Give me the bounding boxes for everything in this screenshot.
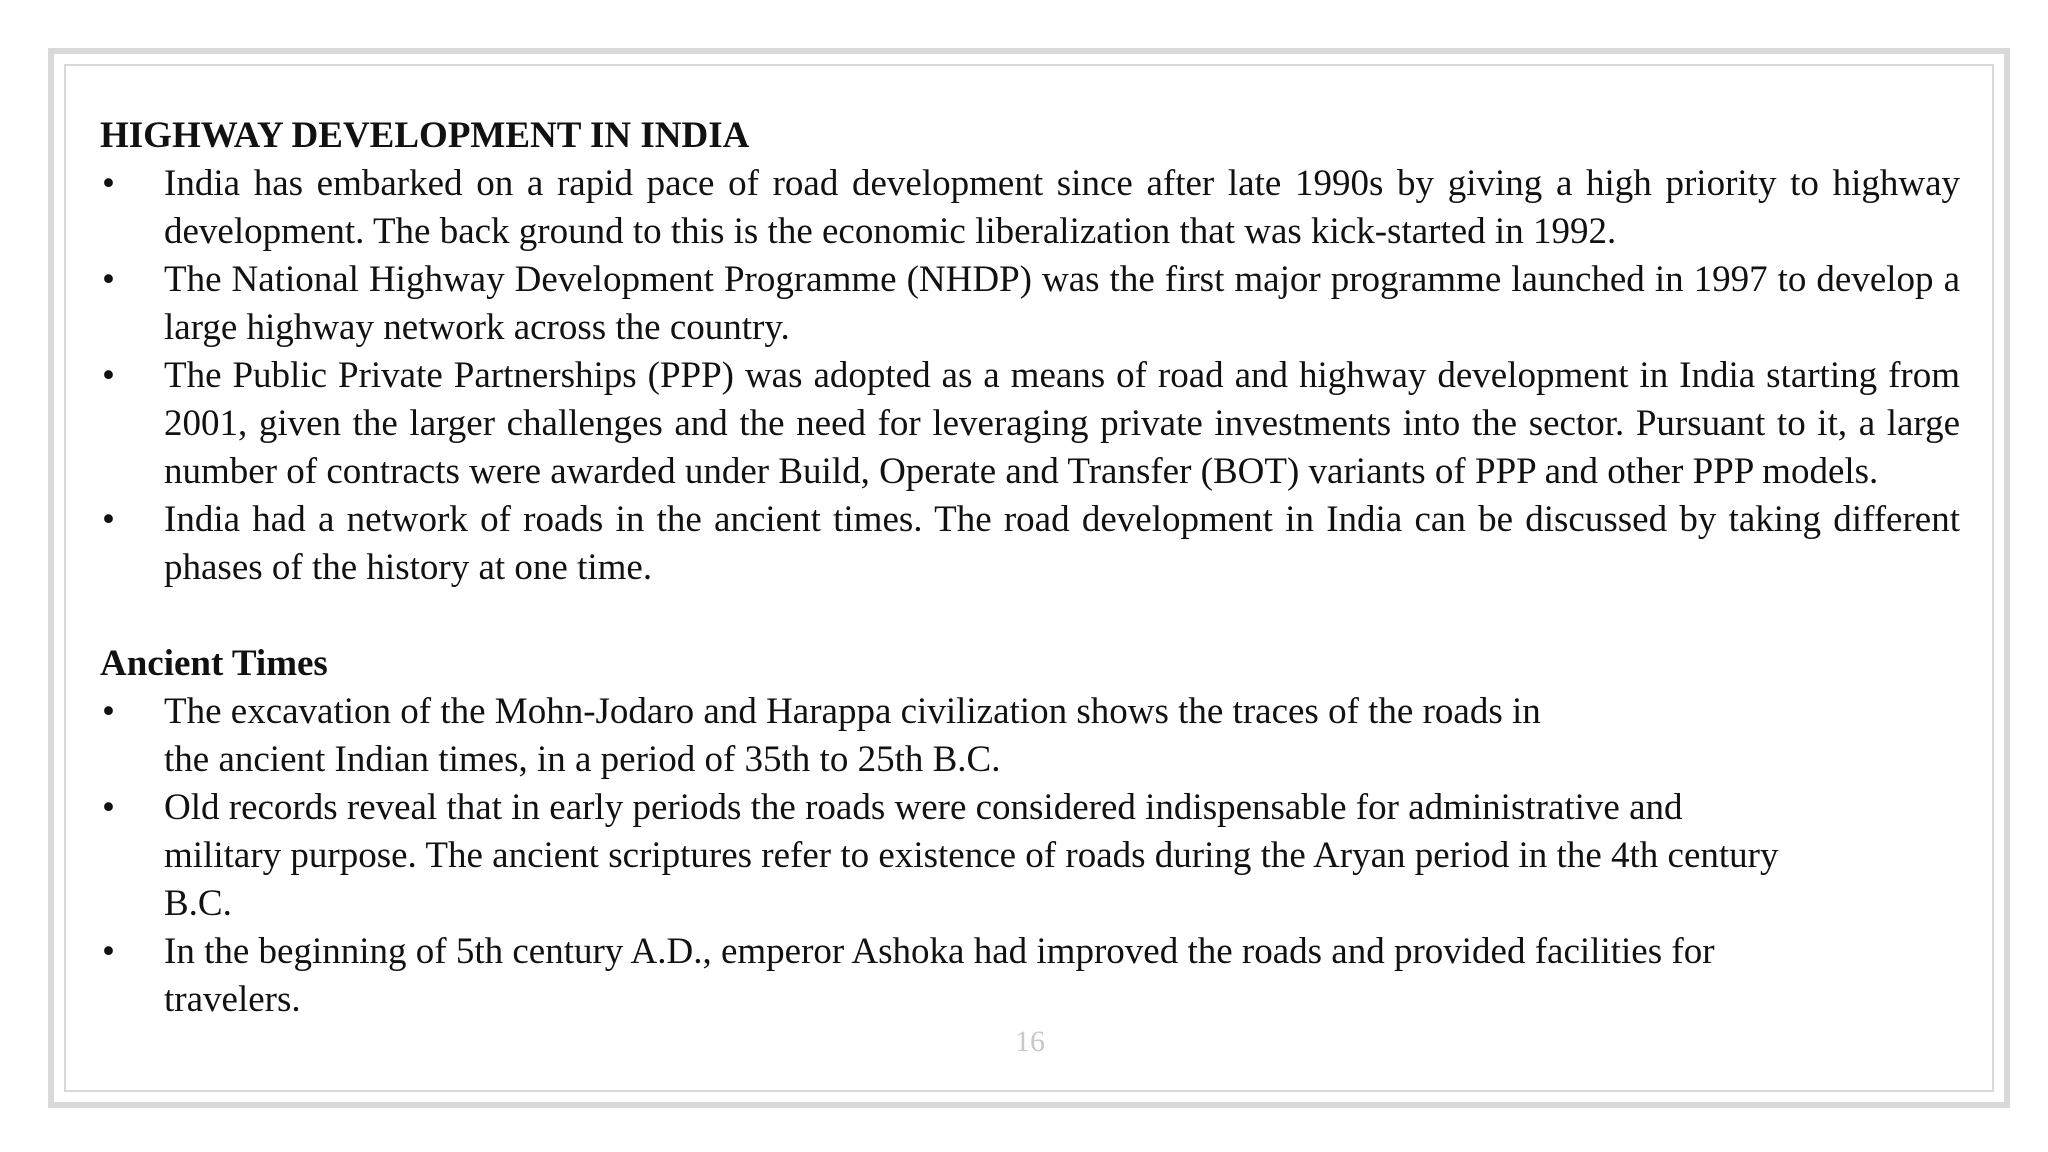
list-item xyxy=(100,928,1960,1024)
bullet-icon: • xyxy=(102,787,115,828)
list-item xyxy=(100,352,1960,496)
list-item-line: B.C. xyxy=(164,883,232,924)
list-item-text: India had a network of roads in the ancient times. The road development in India can be discussed by taking different phases of the history at one time. xyxy=(164,499,1960,588)
bullet-icon: • xyxy=(102,259,115,300)
list-item-line: travelers. xyxy=(164,979,301,1020)
section-heading-ancient-times: Ancient Times xyxy=(100,643,328,684)
list-item-line: Old records reveal that in early periods the roads were considered indispensable for administrative and xyxy=(164,787,1683,828)
section-spacer xyxy=(100,592,1960,640)
bullet-icon: • xyxy=(102,163,115,204)
bullet-icon: • xyxy=(102,931,115,972)
list-item-text: India has embarked on a rapid pace of road development since after late 1990s by giving a high priority to highway development. The back ground to this is the economic liberalization that was kick-started in 1992. xyxy=(164,163,1960,252)
list-item xyxy=(100,256,1960,352)
list-item xyxy=(100,688,1960,784)
slide-content xyxy=(100,112,1960,1024)
list-item-line: In the beginning of 5th century A.D., emperor Ashoka had improved the roads and provided facilities for xyxy=(164,931,1715,972)
list-item xyxy=(100,160,1960,256)
page-number: 16 xyxy=(1015,1025,1045,1058)
list-item-text: The National Highway Development Programme (NHDP) was the first major programme launched in 1997 to develop a large highway network across the country. xyxy=(164,259,1960,348)
list-item xyxy=(100,784,1960,928)
bullet-icon: • xyxy=(102,355,115,396)
ancient-times-list xyxy=(100,688,1960,1024)
list-item-line: military purpose. The ancient scriptures refer to existence of roads during the Aryan period in the 4th century xyxy=(164,835,1779,876)
list-item-line: The excavation of the Mohn-Jodaro and Harappa civilization shows the traces of the roads in xyxy=(164,691,1541,732)
highway-development-list xyxy=(100,160,1960,592)
list-item-text: The Public Private Partnerships (PPP) was adopted as a means of road and highway development in India starting from 2001, given the larger challenges and the need for leveraging private investments into the sector. Pursuant to it, a large number of contracts were awarded under Build, Operate and Transfer (BOT) variants of PPP and other PPP models. xyxy=(164,355,1960,492)
bullet-icon: • xyxy=(102,499,115,540)
section-heading-highway-development: HIGHWAY DEVELOPMENT IN INDIA xyxy=(100,115,750,156)
bullet-icon: • xyxy=(102,691,115,732)
list-item-line: the ancient Indian times, in a period of 35th to 25th B.C. xyxy=(164,739,1001,780)
list-item xyxy=(100,496,1960,592)
